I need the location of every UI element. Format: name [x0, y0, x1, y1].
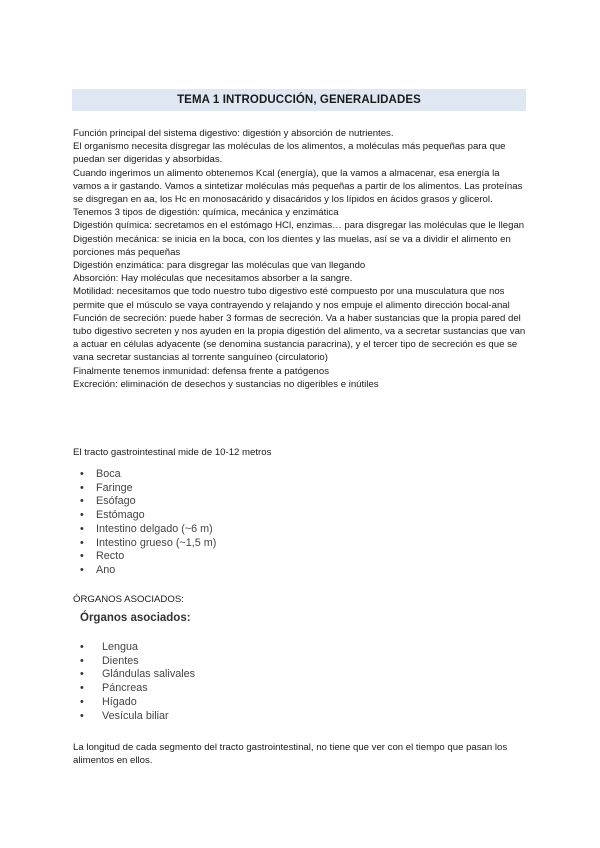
list-item: • Recto — [77, 550, 216, 564]
list-item: • Ano — [77, 564, 216, 578]
paragraph: Digestión química: secretamos en el estómago HCl, enzimas… para disgregar las moléculas que le llegan — [73, 220, 525, 232]
list-item: • Boca — [77, 468, 216, 482]
list-item: • Intestino delgado (~6 m) — [77, 523, 216, 537]
paragraph: Motilidad: necesitamos que todo nuestro tubo digestivo esté compuesto por una musculatura que nos permite que el músculo se vaya contrayendo y relajando y nos empuje el alimento dirección bocal-anal — [73, 286, 510, 311]
organ-list — [80, 641, 195, 723]
list-item: • Esófago — [77, 495, 216, 509]
intro-paragraphs — [73, 127, 528, 391]
paragraph: Función de secreción: puede haber 3 formas de secreción. Va a haber sustancias que la propia pared del tubo digestivo secreten y nos ayuden en la propia digestión del alimento, va a secretar sustancias que van a actuar en células adyacente (se denomina sustancia paracrina), y el tercer tipo de secreción es que se vana secretar sustancias al torrente sanguíneo (circulatorio) — [73, 312, 526, 364]
paragraph: Absorción: Hay moléculas que necesitamos absorber a la sangre. — [73, 273, 353, 285]
list-item: • Lengua — [80, 641, 195, 655]
organs-heading: Órganos asociados: — [80, 612, 191, 624]
organs-label: ÓRGANOS ASOCIADOS: — [73, 594, 184, 605]
closing-paragraph: La longitud de cada segmento del tracto gastrointestinal, no tiene que ver con el tiempo que pasan los alimentos en ellos. — [73, 742, 508, 767]
list-item: • Páncreas — [80, 682, 195, 696]
list-item: • Estómago — [77, 509, 216, 523]
paragraph: Función principal del sistema digestivo: digestión y absorción de nutrientes. — [73, 128, 394, 139]
paragraph: Finalmente tenemos inmunidad: defensa frente a patógenos — [73, 365, 330, 377]
paragraph: Digestión enzimática: para disgregar las moléculas que van llegando — [73, 260, 366, 272]
list-item: • Vesícula biliar — [80, 710, 195, 724]
list-item: • Faringe — [77, 482, 216, 496]
list-item: • Hígado — [80, 696, 195, 710]
paragraph: Excreción: eliminación de desechos y sustancias no digeribles e inútiles — [73, 378, 379, 390]
list-item: • Intestino grueso (~1,5 m) — [77, 537, 216, 551]
tract-list — [77, 468, 216, 578]
list-item: • Dientes — [80, 655, 195, 669]
tract-intro: El tracto gastrointestinal mide de 10-12 metros — [73, 447, 272, 458]
paragraph: El organismo necesita disgregar las moléculas de los alimentos, a moléculas más pequeñas para que puedan ser digeridas y absorbidas. — [73, 141, 506, 166]
paragraph: Cuando ingerimos un alimento obtenemos Kcal (energía), que la vamos a almacenar, esa energía la vamos a ir gastando. Vamos a sintetizar moléculas más pequeñas a partir de los alimentos. Las proteínas se disgregan en aa, los Hc en monosacárido y disacáridos y los lípidos en ácidos grasos y glicerol. — [73, 167, 523, 206]
list-item: • Glándulas salivales — [80, 668, 195, 682]
paragraph: Tenemos 3 tipos de digestión: química, mecánica y enzimática — [73, 207, 339, 219]
paragraph: Digestión mecánica: se inicia en la boca, con los dientes y las muelas, así se va a dividir el alimento en porciones más pequeñas — [73, 233, 511, 258]
page-title: TEMA 1 INTRODUCCIÓN, GENERALIDADES — [72, 89, 526, 111]
